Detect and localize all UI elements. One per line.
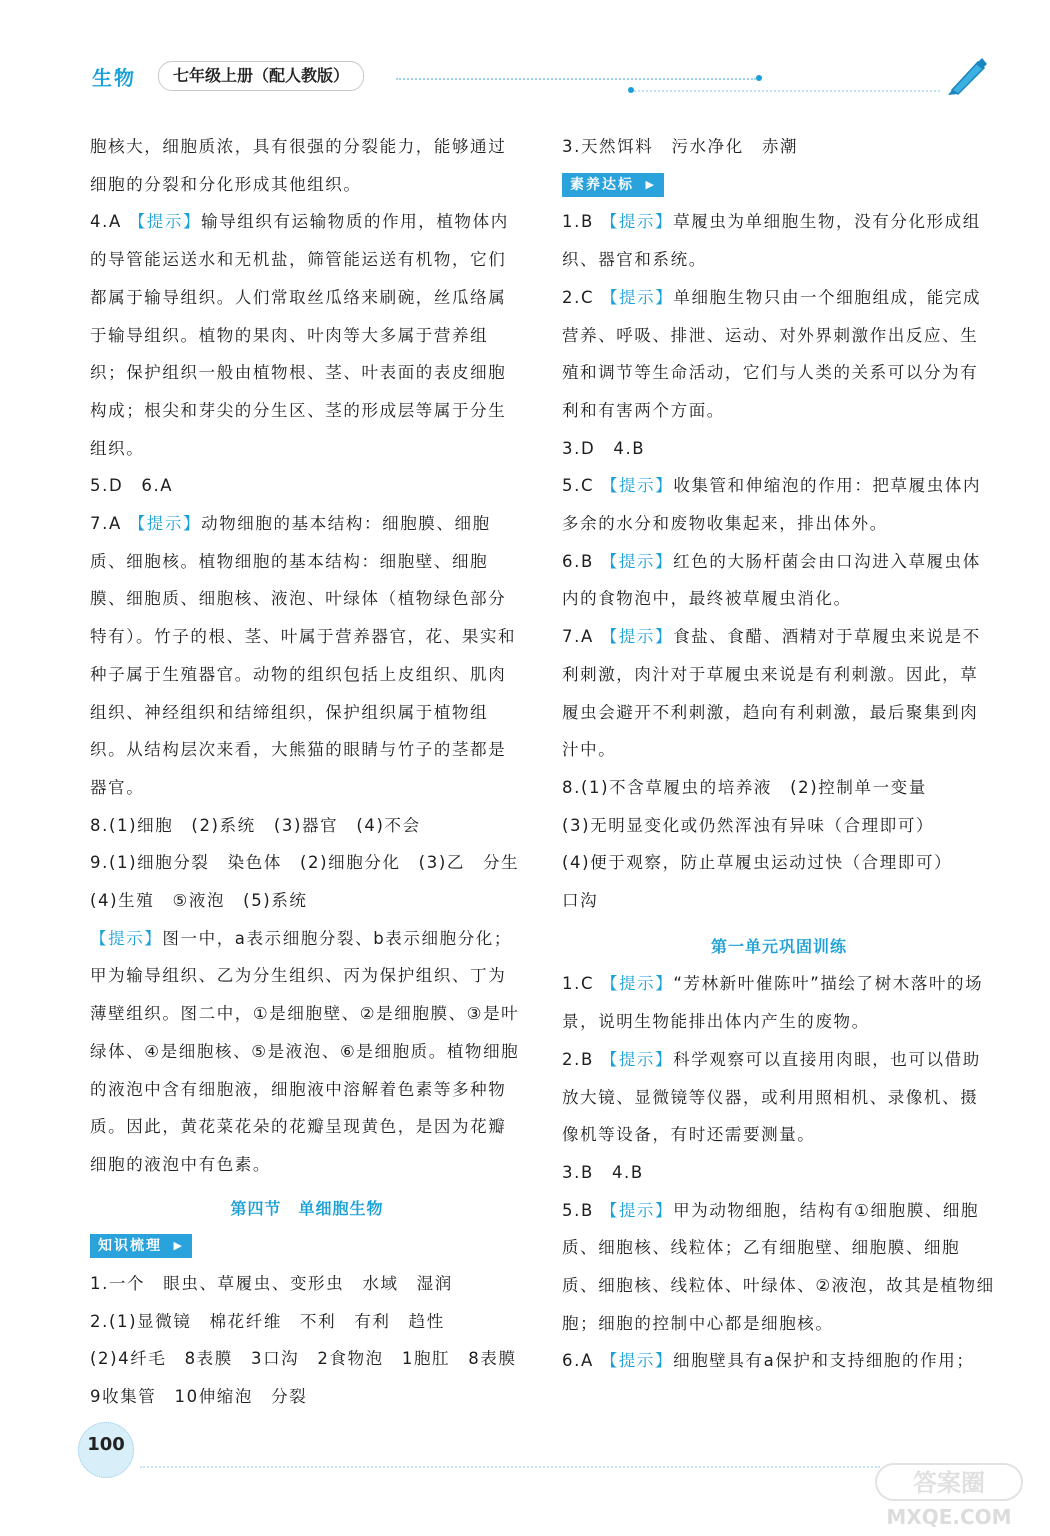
answer-item-9: 9.(1)细胞分裂 染色体 (2)细胞分化 (3)乙 分生 (4)生殖 ⑤液泡 (5)系统 — [90, 853, 538, 911]
badge-literacy: 素养达标 ▶ — [562, 173, 664, 197]
answer-number: 6.B — [562, 551, 594, 571]
literacy-item-1 — [562, 203, 996, 278]
answer-number: 7.A — [562, 627, 594, 647]
hint-text: 红色的大肠杆菌会由口沟进入草履虫体内的食物泡中，最终被草履虫消化。 — [562, 551, 981, 609]
literacy-item-3-4: 3.D 4.B — [562, 438, 646, 458]
hint-label: 【提示】 — [90, 928, 163, 948]
unit-item-5 — [562, 1192, 996, 1343]
answer-number: 1.C — [562, 974, 595, 994]
hint-text: 收集管和伸缩泡的作用：把草履虫体内多余的水分和废物收集起来，排出体外。 — [562, 476, 982, 534]
hint-text: 草履虫为单细胞生物，没有分化形成组织、器官和系统。 — [562, 212, 981, 270]
answer-number: 7.A — [90, 514, 122, 534]
literacy-item-8a: 8.(1)不含草履虫的培养液 (2)控制单一变量 — [562, 777, 927, 797]
knowledge-item-2a: 2.(1)显微镜 棉花纤维 不利 有利 趋性 — [90, 1311, 445, 1331]
header-dotted-line-lower — [630, 90, 940, 92]
hint-text: 科学观察可以直接用肉眼，也可以借助放大镜、显微镜等仪器，或利用照相机、录像机、摄像机等设备，有时还需要测量。 — [562, 1049, 981, 1145]
footer-dotted-line — [140, 1466, 880, 1468]
unit-title: 第一单元巩固训练 — [710, 936, 847, 956]
hint-text: 食盐、食醋、酒精对于草履虫来说是不利刺激，肉汁对于草履虫来说是有利刺激。因此，草履虫会避开不利刺激，趋向有利刺激，最后聚集到肉汁中。 — [562, 627, 981, 760]
right-column — [562, 128, 996, 1380]
hint-label: 【提示】 — [600, 476, 674, 496]
section-title: 第四节 单细胞生物 — [230, 1198, 384, 1218]
hint-label: 【提示】 — [128, 212, 202, 232]
literacy-item-6 — [562, 543, 996, 618]
answer-item-7 — [90, 505, 524, 807]
answer-number: 5.C — [562, 476, 595, 496]
answer-number: 5.B — [562, 1200, 594, 1220]
pen-icon — [944, 54, 988, 96]
unit-item-3-4: 3.B 4.B — [562, 1162, 644, 1182]
header-dot — [628, 87, 634, 93]
page-number: 100 — [87, 1434, 125, 1455]
watermark-bottom-text: MXQE.COM — [886, 1505, 1012, 1529]
literacy-item-8c: (4)便于观察，防止草履虫运动过快（合理即可） — [562, 853, 953, 873]
page-header — [0, 0, 1050, 100]
knowledge-item-1: 1.一个 眼虫、草履虫、变形虫 水域 湿润 — [90, 1274, 453, 1294]
hint-label: 【提示】 — [600, 212, 674, 232]
answer-item-4 — [90, 203, 524, 467]
answer-number: 6.A — [562, 1351, 594, 1371]
page-number-badge — [66, 1418, 144, 1480]
header-subject: 生物 — [92, 66, 136, 90]
answer-item-9-hint — [90, 920, 524, 1184]
answer-number: 2.C — [562, 287, 595, 307]
hint-text: 单细胞生物只由一个细胞组成，能完成营养、呼吸、排泄、运动、对外界刺激作出反应、生殖和调节等生命活动，它们与人类的关系可以分为有利和有害两个方面。 — [562, 287, 982, 420]
hint-label: 【提示】 — [600, 1351, 674, 1371]
left-column — [90, 128, 538, 1416]
hint-label: 【提示】 — [600, 1049, 674, 1069]
hint-text: “芳林新叶催陈叶”描绘了树木落叶的场景，说明生物能排出体内产生的废物。 — [562, 974, 984, 1032]
hint-label: 【提示】 — [600, 551, 674, 571]
header-dot — [756, 75, 762, 81]
badge-row — [90, 1227, 524, 1265]
hint-label: 【提示】 — [128, 514, 202, 534]
hint-label: 【提示】 — [600, 627, 674, 647]
unit-item-2 — [562, 1041, 996, 1154]
hint-label: 【提示】 — [600, 974, 674, 994]
hint-label: 【提示】 — [600, 287, 674, 307]
hint-text: 细胞壁具有a保护和支持细胞的作用； — [673, 1351, 975, 1371]
literacy-item-7 — [562, 618, 996, 769]
unit-item-1 — [562, 965, 996, 1040]
literacy-item-8d: 口沟 — [562, 891, 599, 911]
header-book-info: 七年级上册（配人教版） — [158, 61, 364, 91]
literacy-item-8b: (3)无明显变化或仍然浑浊有异味（合理即可） — [562, 815, 935, 835]
watermark-logo — [864, 1460, 1034, 1530]
answer-number: 4.A — [90, 212, 122, 232]
header-dotted-line — [396, 78, 756, 80]
badge-row — [562, 166, 996, 204]
literacy-item-5 — [562, 467, 996, 542]
answer-number: 1.B — [562, 212, 594, 232]
answer-item-8: 8.(1)细胞 (2)系统 (3)器官 (4)不会 — [90, 815, 421, 835]
hint-text: 输导组织有运输物质的作用，植物体内的导管能运送水和无机盐，筛管能运送有机物，它们都属于输导组织。人们常取丝瓜络来刷碗，丝瓜络属于输导组织。植物的果肉、叶肉等大多属于营养组织；保护组织一般由植物根、茎、叶表面的表皮细胞构成；根尖和芽尖的分生区、茎的形成层等属于分生组织。 — [90, 212, 509, 458]
literacy-item-2 — [562, 279, 996, 430]
unit-item-6 — [562, 1342, 996, 1380]
paragraph-continued: 胞核大，细胞质浓，具有很强的分裂能力，能够通过细胞的分裂和分化形成其他组织。 — [90, 137, 507, 194]
watermark-top-text: 答案圈 — [913, 1469, 985, 1497]
answer-item-5-6: 5.D 6.A — [90, 476, 174, 496]
badge-knowledge: 知识梳理 ▶ — [90, 1234, 192, 1258]
knowledge-item-2b: (2)4纤毛 8表膜 3口沟 2食物泡 1胞肛 8表膜 9收集管 10伸缩泡 分裂 — [90, 1349, 535, 1407]
hint-text: 甲为动物细胞，结构有①细胞膜、细胞质、细胞核、线粒体；乙有细胞壁、细胞膜、细胞质、细胞核、线粒体、叶绿体、②液泡，故其是植物细胞；细胞的控制中心都是细胞核。 — [562, 1200, 995, 1333]
answer-number: 2.B — [562, 1049, 594, 1069]
hint-text: 动物细胞的基本结构：细胞膜、细胞质、细胞核。植物细胞的基本结构：细胞壁、细胞膜、细胞质、细胞核、液泡、叶绿体（植物绿色部分特有）。竹子的根、茎、叶属于营养器官，花、果实和种子属于生殖器官。动物的组织包括上皮组织、肌肉组织、神经组织和结缔组织，保护组织属于植物组织。从结构层次来看，大熊猫的眼睛与竹子的茎都是器官。 — [90, 514, 517, 797]
hint-label: 【提示】 — [600, 1200, 674, 1220]
hint-text: 图一中，a表示细胞分裂、b表示细胞分化；甲为输导组织、乙为分生组织、丙为保护组织、丁为薄壁组织。图二中，①是细胞壁、②是细胞膜、③是叶绿体、④是细胞核、⑤是液泡、⑥是细胞质。植物细胞的液泡中含有细胞液，细胞液中溶解着色素等多种物质。因此，黄花菜花朵的花瓣呈现黄色，是因为花瓣细胞的液泡中有色素。 — [90, 928, 520, 1174]
knowledge-item-3: 3.天然饵料 污水净化 赤潮 — [562, 137, 799, 156]
